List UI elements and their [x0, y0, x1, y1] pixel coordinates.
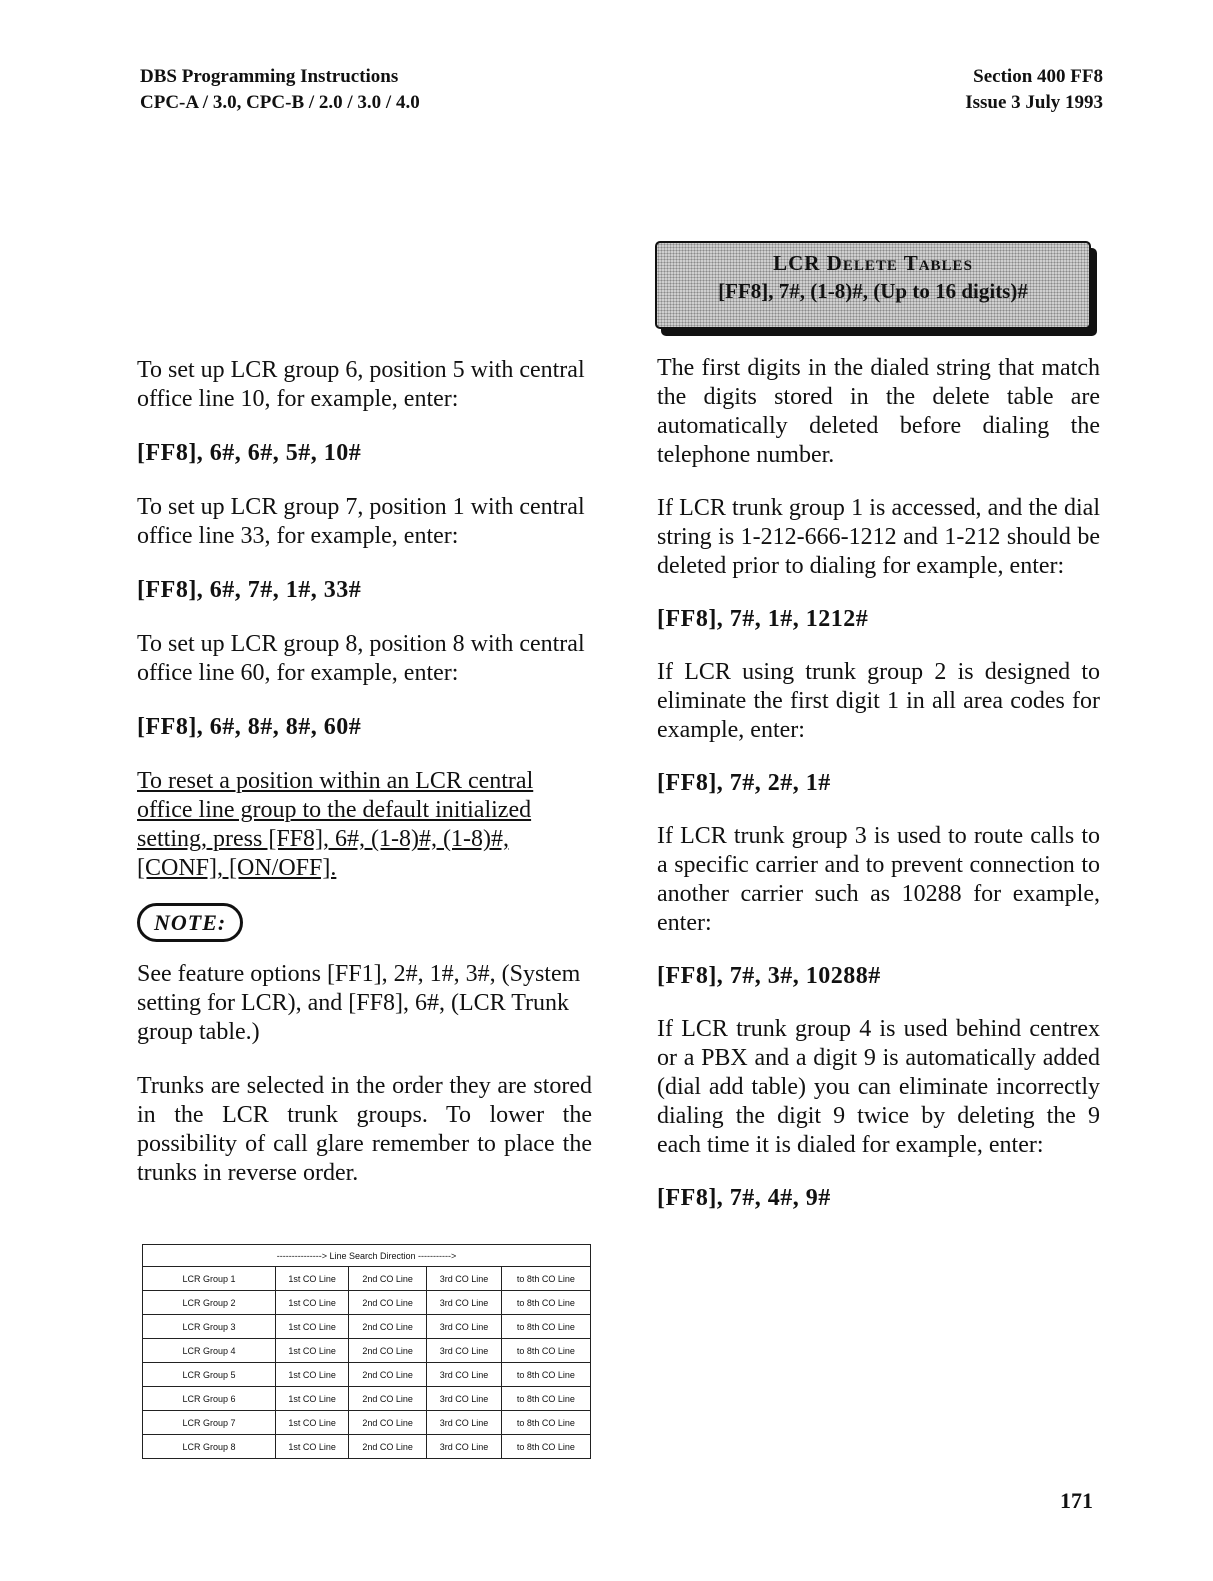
command: [FF8], 7#, 2#, 1# [657, 770, 831, 796]
paragraph: To set up LCR group 8, position 8 with central office line 60, for example, enter: [137, 631, 585, 686]
table-cell: 2nd CO Line [349, 1267, 427, 1291]
command: [FF8], 6#, 7#, 1#, 33# [137, 577, 362, 603]
table-cell: LCR Group 1 [143, 1267, 276, 1291]
table-cell: to 8th CO Line [501, 1435, 590, 1459]
lcr-search-table [142, 1244, 591, 1459]
table-cell: to 8th CO Line [501, 1291, 590, 1315]
paragraph: If LCR trunk group 1 is accessed, and the dial string is 1-212-666-1212 and 1-212 should be deleted prior to dialing for example, enter: [657, 495, 1100, 579]
table-cell: LCR Group 8 [143, 1435, 276, 1459]
feature-box-code: [FF8], 7#, (1-8)#, (Up to 16 digits)# [718, 279, 1028, 303]
paragraph: Trunks are selected in the order they are stored in the LCR trunk groups. To lower the possibility of call glare remember to place the trunks in reverse order. [137, 1073, 592, 1186]
note-badge: NOTE: [137, 903, 243, 942]
section-title: Section 400 FF8 [973, 66, 1103, 87]
table-cell: 1st CO Line [276, 1435, 349, 1459]
feature-box-title: LCR Delete Tables [773, 251, 973, 275]
table-row [143, 1411, 591, 1435]
right-column [657, 354, 1100, 1213]
table-header: ---------------> Line Search Direction -----------> [143, 1245, 591, 1267]
paragraph: If LCR trunk group 3 is used to route calls to a specific carrier and to prevent connection to another carrier such as 10288 for example, enter: [657, 823, 1100, 936]
table-cell: LCR Group 5 [143, 1363, 276, 1387]
table-cell: 1st CO Line [276, 1339, 349, 1363]
table-cell: LCR Group 7 [143, 1411, 276, 1435]
table-header-row [143, 1245, 591, 1267]
paragraph: If LCR using trunk group 2 is designed to eliminate the first digit 1 in all area codes for example, enter: [657, 659, 1100, 743]
table-cell: LCR Group 2 [143, 1291, 276, 1315]
table-cell: 2nd CO Line [349, 1387, 427, 1411]
feature-box [655, 241, 1091, 329]
issue-date: Issue 3 July 1993 [965, 92, 1103, 113]
table-cell: 2nd CO Line [349, 1363, 427, 1387]
table-cell: to 8th CO Line [501, 1267, 590, 1291]
header-left [140, 64, 420, 116]
doc-subtitle: CPC-A / 3.0, CPC-B / 2.0 / 3.0 / 4.0 [140, 92, 420, 113]
command: [FF8], 7#, 1#, 1212# [657, 606, 869, 632]
table-cell: 1st CO Line [276, 1291, 349, 1315]
paragraph: To set up LCR group 7, position 1 with central office line 33, for example, enter: [137, 494, 585, 549]
table-cell: to 8th CO Line [501, 1411, 590, 1435]
paragraph: The first digits in the dialed string that match the digits stored in the delete table are automatically deleted before dialing the telephone number. [657, 355, 1100, 468]
table-row [143, 1435, 591, 1459]
table-row [143, 1291, 591, 1315]
table-cell: 2nd CO Line [349, 1411, 427, 1435]
command: [FF8], 7#, 4#, 9# [657, 1185, 831, 1211]
table-cell: 1st CO Line [276, 1267, 349, 1291]
command: [FF8], 6#, 6#, 5#, 10# [137, 440, 362, 466]
paragraph: See feature options [FF1], 2#, 1#, 3#, (System setting for LCR), and [FF8], 6#, (LCR Trunk group table.) [137, 961, 581, 1045]
table-cell: LCR Group 4 [143, 1339, 276, 1363]
paragraph: To set up LCR group 6, position 5 with central office line 10, for example, enter: [137, 357, 585, 412]
table-row [143, 1363, 591, 1387]
table-cell: 3rd CO Line [427, 1411, 502, 1435]
table-cell: LCR Group 3 [143, 1315, 276, 1339]
table-cell: 1st CO Line [276, 1387, 349, 1411]
table-cell: 3rd CO Line [427, 1315, 502, 1339]
table-cell: 3rd CO Line [427, 1291, 502, 1315]
table-row [143, 1315, 591, 1339]
table-cell: 1st CO Line [276, 1411, 349, 1435]
table-cell: 1st CO Line [276, 1363, 349, 1387]
table-cell: to 8th CO Line [501, 1339, 590, 1363]
table-row [143, 1387, 591, 1411]
header-right [965, 64, 1103, 116]
table-cell: to 8th CO Line [501, 1315, 590, 1339]
left-column [137, 356, 592, 1188]
table-row [143, 1267, 591, 1291]
table-cell: to 8th CO Line [501, 1387, 590, 1411]
table-row [143, 1339, 591, 1363]
page-number: 171 [1060, 1488, 1093, 1513]
table-cell: 2nd CO Line [349, 1291, 427, 1315]
table-cell: 3rd CO Line [427, 1387, 502, 1411]
command: [FF8], 6#, 8#, 8#, 60# [137, 714, 362, 740]
paragraph: If LCR trunk group 4 is used behind centrex or a PBX and a digit 9 is automatically added (dial add table) you can eliminate incorrectly dialing the digit 9 twice by deleting the 9 each time it is dialed for example, enter: [657, 1016, 1100, 1158]
table-cell: 3rd CO Line [427, 1363, 502, 1387]
doc-title: DBS Programming Instructions [140, 66, 399, 87]
table-cell: 2nd CO Line [349, 1339, 427, 1363]
reset-instruction: To reset a position within an LCR central office line group to the default initialized setting, press [FF8], 6#, (1-8)#, (1-8)#, [CONF], [ON/OFF]. [137, 768, 534, 881]
table-cell: 3rd CO Line [427, 1267, 502, 1291]
command: [FF8], 7#, 3#, 10288# [657, 963, 881, 989]
table-cell: 1st CO Line [276, 1315, 349, 1339]
table-cell: 3rd CO Line [427, 1339, 502, 1363]
table-cell: 3rd CO Line [427, 1435, 502, 1459]
table-cell: 2nd CO Line [349, 1435, 427, 1459]
table-cell: 2nd CO Line [349, 1315, 427, 1339]
table-cell: LCR Group 6 [143, 1387, 276, 1411]
table-cell: to 8th CO Line [501, 1363, 590, 1387]
